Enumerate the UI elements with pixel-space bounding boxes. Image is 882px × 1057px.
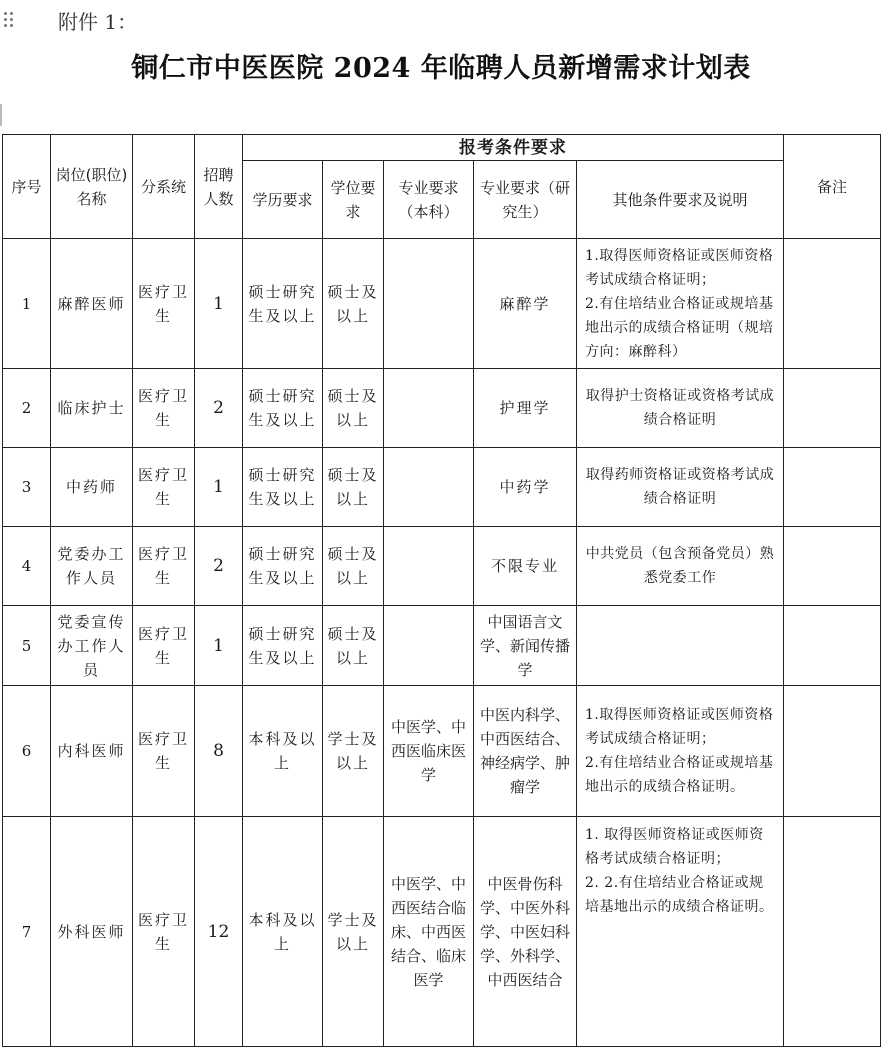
cell-position: 临床护士 xyxy=(51,369,133,448)
attachment-label: 附件 1： xyxy=(58,10,138,34)
cell-position: 外科医师 xyxy=(51,817,133,1047)
table-row xyxy=(3,448,881,527)
cell-major-bachelor xyxy=(384,527,474,606)
header-remark: 备注 xyxy=(784,135,881,239)
table-row xyxy=(3,369,881,448)
header-education: 学历要求 xyxy=(243,161,323,239)
cell-position: 党委宣传办工作人员 xyxy=(51,606,133,686)
cell-education: 本科及以上 xyxy=(243,686,323,817)
cell-remark xyxy=(784,239,881,369)
cell-seq: 6 xyxy=(3,686,51,817)
cell-system: 医疗卫生 xyxy=(133,686,195,817)
cell-degree: 硕士及以上 xyxy=(323,239,384,369)
cell-system: 医疗卫生 xyxy=(133,817,195,1047)
cell-degree: 硕士及以上 xyxy=(323,369,384,448)
cell-seq: 7 xyxy=(3,817,51,1047)
cell-system: 医疗卫生 xyxy=(133,606,195,686)
cell-major-graduate: 中国语言文学、新闻传播学 xyxy=(474,606,577,686)
cell-system: 医疗卫生 xyxy=(133,239,195,369)
cell-seq: 5 xyxy=(3,606,51,686)
table-row xyxy=(3,817,881,1047)
header-count: 招聘人数 xyxy=(195,135,243,239)
cell-major-bachelor xyxy=(384,606,474,686)
cell-count: 1 xyxy=(195,606,243,686)
cell-other: 取得药师资格证或资格考试成绩合格证明 xyxy=(577,448,784,527)
table-row xyxy=(3,686,881,817)
table-row xyxy=(3,606,881,686)
table-row xyxy=(3,527,881,606)
cell-remark xyxy=(784,527,881,606)
plan-table xyxy=(2,134,881,1047)
cell-major-graduate: 中医骨伤科学、中医外科学、中医妇科学、外科学、中西医结合 xyxy=(474,817,577,1047)
header-position: 岗位(职位)名称 xyxy=(51,135,133,239)
drag-handle-icon[interactable] xyxy=(4,12,16,28)
cell-seq: 4 xyxy=(3,527,51,606)
cell-other: 1. 取得医师资格证或医师资格考试成绩合格证明； 2. 2.有住培结业合格证或规培基地出示的成绩合格证明。 xyxy=(577,817,784,1047)
cell-position: 内科医师 xyxy=(51,686,133,817)
header-system: 分系统 xyxy=(133,135,195,239)
cell-education: 硕士研究生及以上 xyxy=(243,527,323,606)
cell-count: 8 xyxy=(195,686,243,817)
cell-major-graduate: 不限专业 xyxy=(474,527,577,606)
cell-count: 12 xyxy=(195,817,243,1047)
cell-system: 医疗卫生 xyxy=(133,369,195,448)
cell-seq: 2 xyxy=(3,369,51,448)
header-degree: 学位要求 xyxy=(323,161,384,239)
cell-degree: 学士及以上 xyxy=(323,817,384,1047)
cell-major-bachelor xyxy=(384,448,474,527)
cell-system: 医疗卫生 xyxy=(133,448,195,527)
cell-major-graduate: 麻醉学 xyxy=(474,239,577,369)
cell-major-graduate: 中药学 xyxy=(474,448,577,527)
header-seq: 序号 xyxy=(3,135,51,239)
cell-other: 中共党员（包含预备党员）熟悉党委工作 xyxy=(577,527,784,606)
cell-major-graduate: 护理学 xyxy=(474,369,577,448)
margin-mark xyxy=(0,104,2,126)
cell-count: 1 xyxy=(195,239,243,369)
cell-education: 硕士研究生及以上 xyxy=(243,448,323,527)
cell-education: 硕士研究生及以上 xyxy=(243,606,323,686)
cell-degree: 硕士及以上 xyxy=(323,448,384,527)
page-title: 铜仁市中医医院 2024 年临聘人员新增需求计划表 xyxy=(131,53,751,84)
cell-major-bachelor: 中医学、中西医临床医学 xyxy=(384,686,474,817)
cell-education: 本科及以上 xyxy=(243,817,323,1047)
cell-other: 1.取得医师资格证或医师资格考试成绩合格证明； 2.有住培结业合格证或规培基地出示的成绩合格证明（规培方向：麻醉科） xyxy=(577,239,784,369)
cell-seq: 3 xyxy=(3,448,51,527)
cell-degree: 学士及以上 xyxy=(323,686,384,817)
cell-seq: 1 xyxy=(3,239,51,369)
cell-count: 2 xyxy=(195,369,243,448)
cell-remark xyxy=(784,369,881,448)
header-other: 其他条件要求及说明 xyxy=(577,161,784,239)
cell-other: 1.取得医师资格证或医师资格考试成绩合格证明； 2.有住培结业合格证或规培基地出示的成绩合格证明。 xyxy=(577,686,784,817)
table-row xyxy=(3,239,881,369)
cell-remark xyxy=(784,817,881,1047)
header-major-graduate: 专业要求（研究生） xyxy=(474,161,577,239)
cell-position: 党委办工作人员 xyxy=(51,527,133,606)
cell-count: 2 xyxy=(195,527,243,606)
cell-position: 中药师 xyxy=(51,448,133,527)
cell-count: 1 xyxy=(195,448,243,527)
cell-remark xyxy=(784,686,881,817)
cell-major-bachelor: 中医学、中西医结合临床、中西医结合、临床医学 xyxy=(384,817,474,1047)
cell-education: 硕士研究生及以上 xyxy=(243,239,323,369)
cell-major-bachelor xyxy=(384,239,474,369)
header-major-bachelor: 专业要求（本科） xyxy=(384,161,474,239)
cell-position: 麻醉医师 xyxy=(51,239,133,369)
cell-system: 医疗卫生 xyxy=(133,527,195,606)
cell-other xyxy=(577,606,784,686)
cell-degree: 硕士及以上 xyxy=(323,606,384,686)
cell-remark xyxy=(784,606,881,686)
cell-other: 取得护士资格证或资格考试成绩合格证明 xyxy=(577,369,784,448)
header-conditions: 报考条件要求 xyxy=(243,135,784,161)
cell-major-bachelor xyxy=(384,369,474,448)
cell-degree: 硕士及以上 xyxy=(323,527,384,606)
cell-major-graduate: 中医内科学、中西医结合、神经病学、肿瘤学 xyxy=(474,686,577,817)
cell-remark xyxy=(784,448,881,527)
cell-education: 硕士研究生及以上 xyxy=(243,369,323,448)
